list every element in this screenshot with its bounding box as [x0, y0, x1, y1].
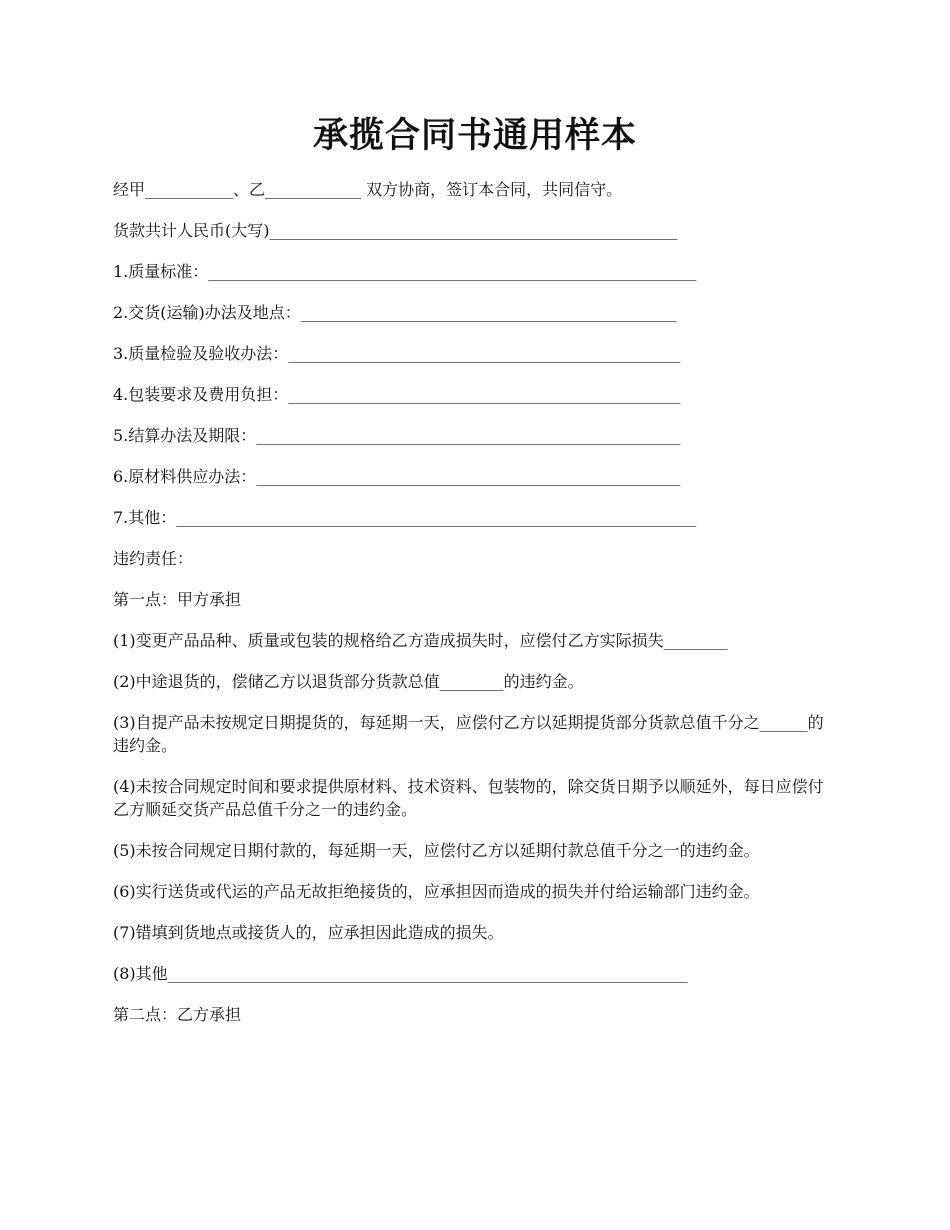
payment-amount-line: 货款共计人民币(大写)___________________________________________________: [113, 221, 678, 240]
material-supply-line: 6.原材料供应办法：_____________________________________________________: [113, 467, 681, 486]
party-b-heading: 第二点：乙方承担: [113, 1005, 242, 1024]
packaging-line: 4.包装要求及费用负担：_________________________________________________: [113, 385, 681, 404]
document-body: [113, 178, 835, 1044]
contract-intro-line: 经甲___________、乙____________ 双方协商，签订本合同，共同信守。: [113, 180, 623, 199]
document-title: 承揽合同书通用样本: [312, 115, 637, 156]
settlement-line: 5.结算办法及期限：_____________________________________________________: [113, 426, 681, 445]
party-a-heading: 第一点：甲方承担: [113, 590, 242, 609]
clause-4: (4)未按合同规定时间和要求提供原材料、技术资料、包装物的，除交货日期予以顺延外，每日应偿付乙方顺延交货产品总值千分之一的违约金。: [113, 777, 824, 819]
clause-7: (7)错填到货地点或接货人的，应承担因此造成的损失。: [113, 923, 504, 942]
liability-heading: 违约责任：: [113, 549, 194, 568]
clause-1: (1)变更产品品种、质量或包装的规格给乙方造成损失时，应偿付乙方实际损失________: [113, 631, 728, 650]
clause-2: (2)中途退货的，偿储乙方以退货部分货款总值________的违约金。: [113, 672, 584, 691]
clause-6: (6)实行送货或代运的产品无故拒绝接货的，应承担因而造成的损失并付给运输部门违约金。: [113, 882, 760, 901]
clause-5: (5)未按合同规定日期付款的，每延期一天，应偿付乙方以延期付款总值千分之一的违约金。: [113, 841, 760, 860]
other-terms-line: 7.其他：_________________________________________________________________: [113, 508, 697, 527]
inspection-method-line: 3.质量检验及验收办法：_________________________________________________: [113, 344, 681, 363]
clause-8: (8)其他_________________________________________________________________: [113, 964, 688, 983]
clause-3: (3)自提产品未按规定日期提货的，每延期一天，应偿付乙方以延期提货部分货款总值千分之______的违约金。: [113, 713, 824, 755]
quality-standard-line: 1.质量标准：_____________________________________________________________: [113, 262, 697, 281]
delivery-method-line: 2.交货(运输)办法及地点：_______________________________________________: [113, 303, 677, 322]
